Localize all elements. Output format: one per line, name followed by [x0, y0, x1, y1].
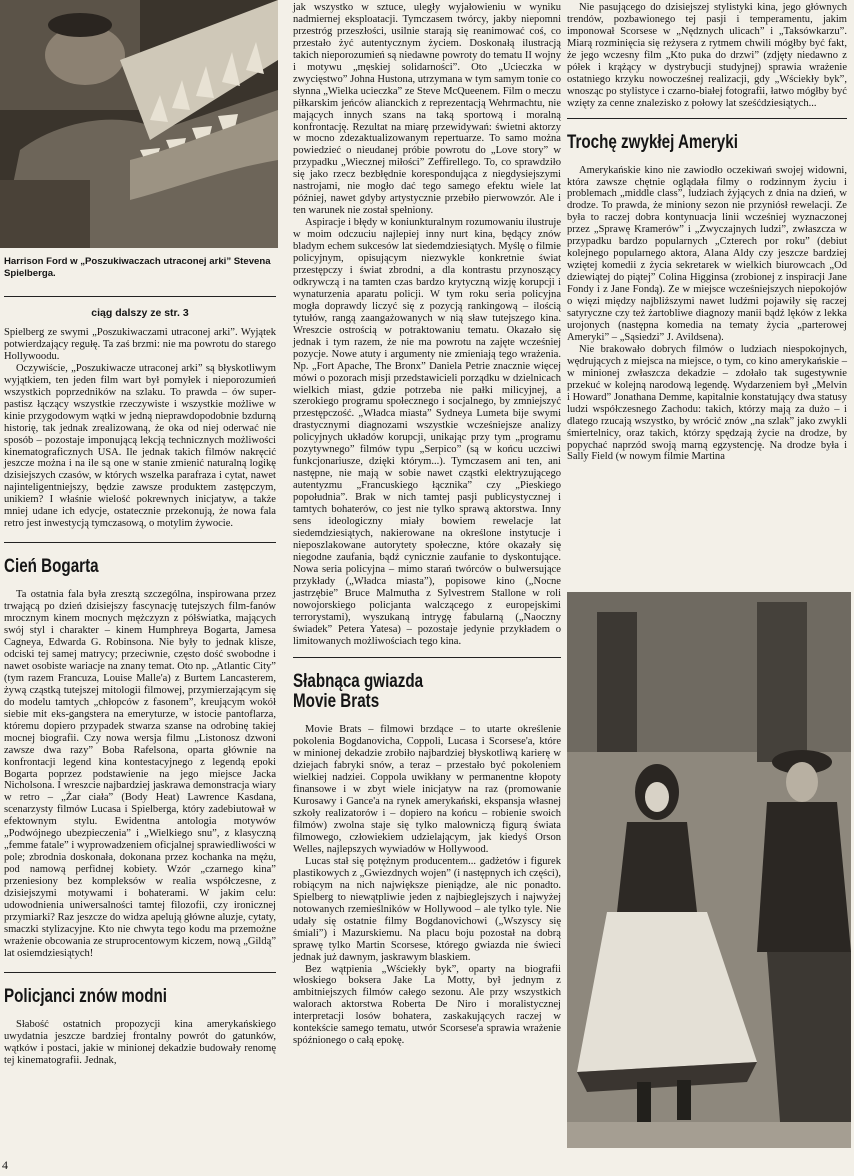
section-heading-box: [293, 657, 561, 724]
paragraph: Ta ostatnia fala była zresztą szczególna, inspirowana przez trwającą po dzień dzisiejszy fascynację tutejszych film-fanów mrocznym kinem mocnych mężczyzn z półświatka, mających swój styl i charakter – kinem Humphreya Bogarta, Jamesa Cagneya, Edwarda G. Robinsona. Nie były to jednak klisze, odciski tej samej matrycy; przeciwnie, często dość swobodne i nawet osobiste wariacje na znany temat. Oto np. „Atlantic City” (tym razem Francuza, Louise Malle'a) z Burtem Lancasterem, żywą cząstką tutejszej mitologii filmowej, przymierzającym się do modelu tamtych „chłopców z fasonem”, kreującym wokół siebie mit eks-gangstera na emeryturze, w istocie pantoflarza, któremu dopiero przypadek stwarza szanse na odrobinę takiej mocnej biografii. Czy nowa wersja filmu „Listonosz dzwoni zawsze dwa razy” Boba Rafelsona, oparta głównie na konfrontacji legend kina kontestacyjnego z legendą epoki Bogarta poprzez podstawienie na jego miejsce Jacka Nicholsona. I wreszcie najbardziej jaskrawa demonstracja wiary w retro – „Żar ciała” (Body Heat) Lawrence Kasdana, scenarzysty filmów Lucasa i Spielberga, który zadebiutował w efektownym stylu. Ewidentna antologia motywów „Podwójnego ubezpieczenia” i „Wielkiego snu”, z klasyczną „femme fatale” i wyprowadzeniem oficjalnej sprawiedliwości w pole; zbrodnia doskonała, dokonana przez kochanka na mężu, pod namową perfidnej kobiety. Wzór „czarnego kina” przeniesiony bez kompleksów w realia współczesne, z dzisiejszymi motywami i bohaterami. W jakim celu: udowodnienia uniwersalności tamtej filozofii, czy ironicznej przymiarki? Raz jeszcze do widza apelują główne aluzje, cytaty, smaczki stylizacyjne. Kto nie chwyta tego kodu ma przemożne wrażenie obcowania ze struprocentowym kiczem, nową „Gildą” lat osiemdziesiątych!: [4, 589, 276, 959]
paragraph: Movie Brats – filmowi brzdące – to utarte określenie pokolenia Bogdanovicha, Coppoli, Lucasa i Scorsese'a, które w minionej dekadzie zrobiło najbardziej błyskotliwą karierę w dziejach fabryki snów, a teraz – przestało być pokoleniem wielkiej nadziei. Coppola uwikłany w permanentne kłopoty finansowe i w zbyt wiele inicjatyw na raz (promowanie Kurosawy i Gance'a na rynek amerykański, ekspansja własnej szkoły realizatorów i – dopiero na końcu – robienie swoich filmów) zwolna staje się tylko malowniczą figurą świata filmowego, człowiekiem udzielającym, jak kiedyś Orson Welles, najlepszych wywiadów w Hollywood.: [293, 724, 561, 855]
section-title-police: Policjanci znów modni: [4, 985, 167, 1007]
photo-illustration: [567, 592, 851, 1148]
paragraph: Nie pasującego do dzisiejszej stylistyki kina, jego głównych trendów, pozbawionego tej pasji i temperamentu, jakim imponował Scorsese w „Nędznych ulicach” i „Taksówkarzu”. Miarą rozminięcia się reżysera z rytmem chwili mógłby być fakt, że jego wczesny film „Kto puka do drzwi” (zdjęty niedawno z półek i krążący w dystrybucji studyjnej) sprawia wrażenie ostatniego krzyku nowocześnej realizacji, gdy „Wściekły byk”, wnosząc po stylistyce i czarno-białej fotografii, łatwo mógłby być wzięty za cenne znalezisko z połowy lat sześćdziesiątych...: [567, 2, 847, 109]
section-title-america: Trochę zwykłej Ameryki: [567, 131, 738, 153]
section-heading-box: [4, 542, 276, 589]
paragraph: Oczywiście, „Poszukiwacze utraconej arki” są błyskotliwym wyjątkiem, ten jeden film wart był pomyłek i nieporozumień wszystkich poprzedników na szlaku. To prawda – ów super-pastisz łączący wszystkie rzeczywiste i wszystkie możliwe w kinie przygodowym wątki w jedną nieprawdopodobnie bzdurną historię, tak jednak zrealizowaną, że oka od niej oderwać nie sposób – pozostaje imponującą lekcją technicznych możliwości kinematograficznych USA. Ile jednak takich filmów nakręcić jeszcze można i na ile są one w stanie zmienić naturalną logikę dzisiejszych czasów, w których wszelka parafraza i cytat, nawet najinteligentniejszy, będzie zawsze produktem zastępczym, unikiem? I właśnie wielość pokrewnych inicjatyw, a także mniej udane ich edycje, ostatecznie przekonują, że nowa fala retro jest inwestycją tymczasową, o motylim żywocie.: [4, 362, 276, 530]
paragraph: Słabość ostatnich propozycji kina amerykańskiego uwydatnia jeszcze bardziej frontalny powrót do gatunków, wątków i postaci, jakie w minionej dekadzie budowały renomę tej kinematografii. Jednak,: [4, 1018, 276, 1066]
paragraph: Amerykańskie kino nie zawiodło oczekiwań swojej widowni, która zawsze chętnie oglądała filmy o rodzinnym życiu i problemach „middle class”, ludziach żyjących z dnia na dzień, w drodze. To prawda, że miniony sezon nie przyniósł rewelacji. Ze była to raczej dobra kontynuacja linii wcześniej wyznaczonej przez „Sprawę Kramerów” i „Zwyczajnych ludzi”, zwłaszcza w przypadku bardzo popularnych „Czterech por roku” (debiut kolejnego popularnego aktora, Alana Aldy czy jeszcze bardziej wziętej komedii z życia sekretarek w wielkich biurowcach „Od dziewiątej do piątej” Colina Higginsa (zrobionej z inspiracji Jane Fondy i z Jane Fondą). Ze w miejsce wcześniejszych niepokojów o więzi między najbliższymi nawet ludźmi pojawiły się raczej satyryczne czy też żartobliwe diagnozy manii bądź lęków z lekka urojonych (następna komedia na tematy życia „parterowej Ameryki” – „Sąsiedzi” J. Avildsena).: [567, 164, 847, 343]
section-title-bogart: Cień Bogarta: [4, 556, 99, 578]
section-title-movie-brats-line2: Movie Brats: [293, 691, 380, 713]
section-title-movie-brats-line1: Słabnąca gwiazda: [293, 671, 424, 693]
divider: [4, 296, 276, 297]
continued-note: ciąg dalszy ze str. 3: [91, 307, 189, 319]
photo-dancing-woman: [567, 592, 851, 1148]
section-heading-box: [567, 118, 847, 165]
section-heading-box: [4, 972, 276, 1019]
column-2: [293, 2, 561, 1172]
paragraph: Aspiracje i błędy w koniunkturalnym rozumowaniu ilustruje w moim odczuciu najlepiej inny nurt kina, będący znów bladym echem sukcesów lat siedemdziesiątych. Myślę o filmie policyjnym, opisującym niezwykle konkretnie świat przestępczy i świat zbrodni, a dla kontrastu przynoszący odkrywczą i na tamten czas bardzo krytyczną wizję korupcji i wynaturzenia aparatu policji. W tym roku seria policyjna mogła doprawdy liczyć się z pozycją rankingową – ilością tytułów, rangą zaangażowanych w nią sław tutejszego kina. Wreszcie ostrością w potraktowaniu tematu. Okazało się jednak i tym razem, że nie ma powrotu na zajęte wcześniej pozycje. Nowe atuty i argumenty nie zmieniają tego wrażenia. Np. „Fort Apache, The Bronx” Daniela Petrie znacznie więcej mówi o pozorach misji przedstawicieli porządku w dzielnicach wielkich miast, gdzie potrzeba nie pałki milicyjnej, a szerokiego programu społecznego i socjalnego, by zmniejszyć przestępczość. „Władca miasta” Sydneya Lumeta bije swymi drastycznymi diagnozami wszystkie wcześniejsze analizy policyjnych układów korupcji, unikając przy tym „programu pozytywnego” filmów typu „Serpico” (są w końcu uczciwi funkcjonariusze, dzięki którym...). Tymczasem ani ten, ani następne, nie mają w sobie nawet cząstki elektryzującego autentyzmu „Francuskiego łącznika” czy „Pieskiego popołudnia”. Brak w nich tamtej pasji publicystycznej i tamtych bohaterów, co jest nie tylko sprawą aktorstwa. Inny sens ideologiczny miały bowiem rewelacje lat siedemdziesiątych, nakierowane na określone instytucje i nieposzlakowane autorytety społeczne, które okazały się niegodne zaufania, bądź cynicznie zaufanie to dyskontujące. Nowa seria policyjna – mimo starań twórców o bulwersujące przykłady („Władca miasta”), popisowe kino („Nocne jastrzębie” Bruce Malmutha z Sylvestrem Stallone w roli nowojorskiego policjanta walczącego z europejskimi terrorystami), wyszukaną intrygę fabularną („Naoczny świadek” Petera Yatesa) – pozostaje jedynie przykładem o limitowanych możliwościach tego kina.: [293, 217, 561, 647]
paragraph: Nie brakowało dobrych filmów o ludziach niespokojnych, wędrujących z miejsca na miejsce, o tym, co kino amerykańskie – w minionej zwłaszcza dekadzie – zdołało tak sugestywnie przekuć w kolejną narodową legendę. Wydarzeniem był „Melvin i Howard” Jonathana Demme, kapitalnie konstatujący dwa statusy ludzi współczesnego Zachodu: takich, którzy mają za dużo – i dlatego rzucają wszystko, by wrócić znów „na szlak” jako zwykli śmiertelnicy, oraz takich, którzy spędzają życie na drodze, by popychać naprzód swoją marną egzystencję. Na drodze była i Sally Field (w nowym filmie Martina: [567, 343, 847, 463]
paragraph: jak wszystko w sztuce, uległy wyjałowieniu w wyniku nadmiernej eksploatacji. Tymczasem twórcy, jakby niepomni przestróg przeszłości, usilnie starają się reanimować coś, co przestało żyć autentycznym życiem. Doskonałą ilustracją takich nieporozumień są niedawne powroty do tematu II wojny i motywu „męskiej solidarności”. Oto „Ucieczka w zwycięstwo” Johna Hustona, utrzymana w tym samym tonie co słynna „Wielka ucieczka” ze Steve McQueenem. Film o meczu piłkarskim jeńców alianckich z reprezentacją Wehrmachtu, nie mających innych szans na taką sportową i moralną konfrontację. Rezultat na miarę przewidywań: świetni aktorzy w mocno zdezaktualizowanym repertuarze. To samo można powiedzieć o nieudanej próbie powrotu do „Love story” w przypadku „Wiecznej miłości” Zeffirellego. To, co sprawdziło się jako rzecz bezbłędnie korespondująca z niegdysiejszymi nastrojami, nie mogło dać tego samego efektu wiele lat później, nawet gdyby artystycznie przebiło pierwowzór. Ale i ten warunek nie został spełniony.: [293, 2, 562, 217]
paragraph: Bez wątpienia „Wściekły byk”, oparty na biografii włoskiego boksera Jake La Motty, był jednym z ambitniejszych filmów całego sezonu. Ale przy wszystkich walorach aktorstwa Roberta De Niro i moralistycznej interpretacji losów bohatera, zaskakujących raczej w kontekście samego tematu, utwór Scorsese'a sprawia wrażenie spóźnionego o całą epokę.: [293, 963, 561, 1047]
paragraph: Spielberg ze swymi „Poszukiwaczami utraconej arki”. Wyjątek potwierdzający regułę. Ta zaś brzmi: nie ma powrotu do starego Hollywoodu.: [4, 327, 276, 362]
column-1: [4, 0, 276, 1170]
paragraph: Lucas stał się potężnym producentem... gadżetów i figurek plastikowych z „Gwiezdnych wojen” (i następnych ich części), robiącym na nich największe pieniądze, ale nic ponadto. Spielberg to niewątpliwie jeden z najbieglejszych i najwyżej notowanych rzemieślników w Hollywood – ale tylko tyle. Nie udały się ostatnie filmy Bogdanovichowi („Wszyscy się śmiali”) i Mazurskiemu. Na placu boju pozostał na dobrą sprawę tylko Martin Scorsese, którego gwiazda nie świeci jednak już dawnym, jaskrawym blaskiem.: [293, 855, 561, 963]
page-number: 4: [2, 1158, 8, 1172]
photo-caption: Harrison Ford w „Poszukiwaczach utraconej arki” Stevena Spielberga.: [4, 256, 271, 279]
